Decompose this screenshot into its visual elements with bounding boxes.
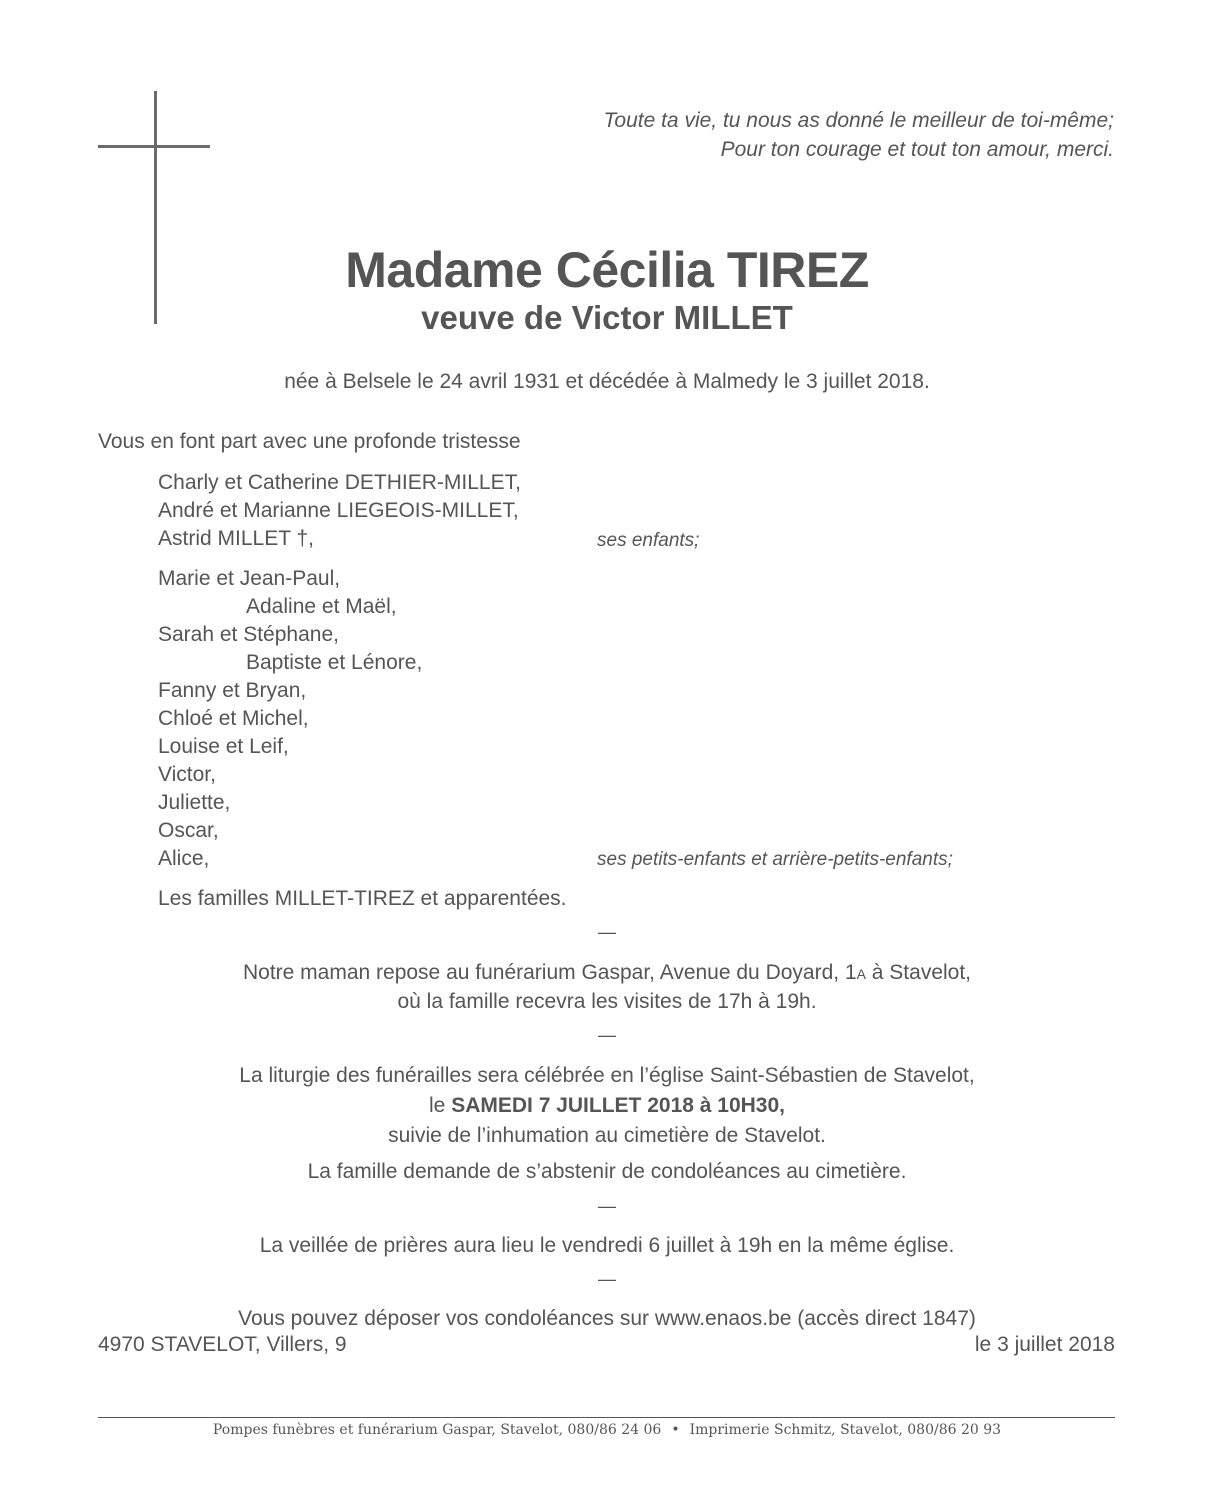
grandchild-name: Juliette,: [158, 791, 231, 814]
printer-credit: Imprimerie Schmitz, Stavelot, 080/86 20 93: [689, 1422, 1002, 1438]
liturgy-line-1: La liturgie des funérailles sera célébrée en l’église Saint-Sébastien de Stavelot,: [239, 1064, 975, 1087]
funeral-home-credit: Pompes funèbres et funérarium Gaspar, Stavelot, 080/86 24 06: [212, 1422, 662, 1438]
separator-dash: —: [598, 1196, 616, 1216]
separator-dash: —: [598, 1025, 616, 1045]
grandchild-name: Oscar,: [158, 819, 219, 842]
condolences-line: Vous pouvez déposer vos condoléances sur www.enaos.be (accès direct 1847): [238, 1307, 976, 1330]
footer-divider: [98, 1417, 1115, 1418]
grandchild-name: Alice,: [158, 847, 210, 870]
child-name: André et Marianne LIEGEOIS-MILLET,: [158, 499, 519, 522]
liturgy-line-3: suivie de l’inhumation au cimetière de Stavelot.: [388, 1124, 826, 1147]
liturgy-prefix: le: [429, 1094, 452, 1117]
epigraph-line-1: Toute ta vie, tu nous as donné le meilleur de toi-même;: [603, 109, 1114, 132]
separator-dash: —: [598, 1269, 616, 1289]
family-address: 4970 STAVELOT, Villers, 9: [98, 1333, 347, 1356]
liturgy-line-4: La famille demande de s’abstenir de condoléances au cimetière.: [307, 1160, 907, 1183]
funerarium-line-2: où la famille recevra les visites de 17h à 19h.: [397, 990, 817, 1013]
address-suffix: A: [856, 966, 866, 982]
grandchild-name: Sarah et Stéphane,: [158, 623, 339, 646]
great-grandchild-name: Baptiste et Lénore,: [246, 651, 423, 674]
birth-death-line: née à Belsele le 24 avril 1931 et décédée à Malmedy le 3 juillet 2018.: [284, 370, 930, 393]
announcement-date: le 3 juillet 2018: [974, 1333, 1115, 1356]
cross-icon-bar: [98, 145, 210, 148]
deceased-name: Madame Cécilia TIREZ: [345, 242, 869, 298]
funerarium-line-1: [0, 961, 1214, 985]
funeral-datetime: SAMEDI 7 JUILLET 2018 à 10H30,: [451, 1094, 785, 1117]
bullet-separator: •: [671, 1422, 680, 1438]
grandchild-name: Victor,: [158, 763, 216, 786]
child-name: Astrid MILLET †,: [158, 527, 315, 550]
vigil-line: La veillée de prières aura lieu le vendredi 6 juillet à 19h en la même église.: [259, 1234, 955, 1257]
separator-dash: —: [598, 922, 616, 942]
grandchildren-relation: ses petits-enfants et arrière-petits-enfants;: [597, 849, 953, 870]
widow-of: veuve de Victor MILLET: [421, 299, 793, 336]
children-relation: ses enfants;: [597, 530, 700, 551]
great-grandchild-name: Adaline et Maël,: [246, 595, 397, 618]
liturgy-line-2: [0, 1094, 1214, 1118]
epigraph: [603, 106, 1114, 164]
credits: [0, 1422, 1214, 1438]
grandchild-name: Chloé et Michel,: [158, 707, 309, 730]
announcement-intro: Vous en font part avec une profonde tristesse: [98, 430, 521, 453]
grandchild-name: Louise et Leif,: [158, 735, 289, 758]
families-line: Les familles MILLET-TIREZ et apparentées.: [158, 887, 567, 910]
epigraph-line-2: Pour ton courage et tout ton amour, merci.: [720, 138, 1114, 161]
grandchild-name: Fanny et Bryan,: [158, 679, 307, 702]
grandchild-name: Marie et Jean-Paul,: [158, 567, 341, 590]
funerarium-city: à Stavelot,: [865, 961, 972, 984]
funerarium-text: Notre maman repose au funérarium Gaspar, Avenue du Doyard, 1: [242, 961, 857, 984]
child-name: Charly et Catherine DETHIER-MILLET,: [158, 471, 521, 494]
